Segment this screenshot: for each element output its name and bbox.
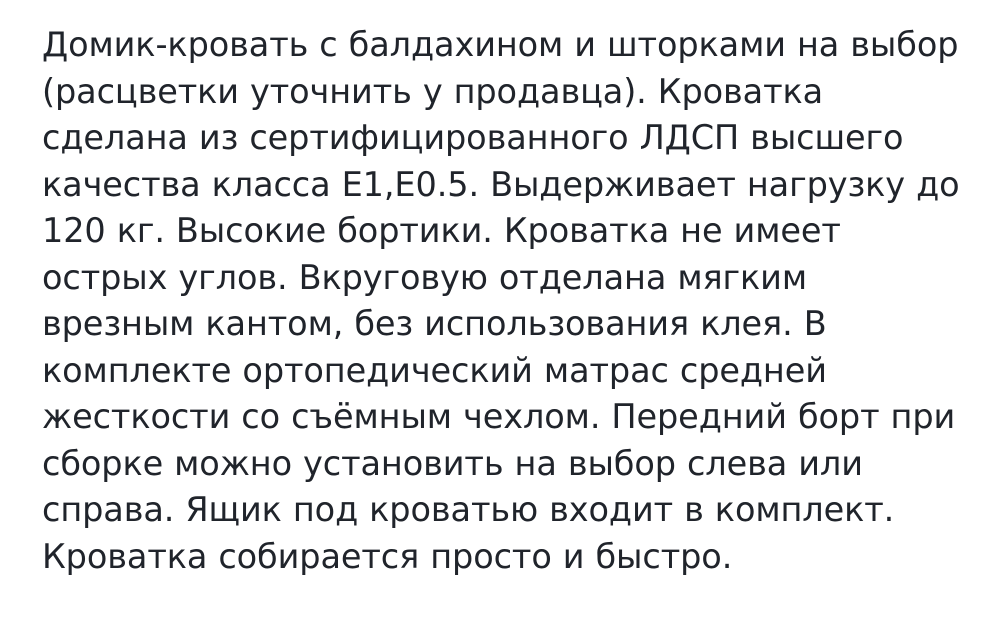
product-description-text: Домик-кровать с балдахином и шторками на выбор (расцветки уточнить у продавца). Кроватка сделана из сертифицированного ЛДСП высшего качества класса Е1,Е0.5. Выдерживает нагрузку до 120 кг. Высокие бортики. Кроватка не имеет острых углов. Вкруговую отделана мягким врезным кантом, без использования клея. В комплекте ортопедический матрас средней жесткости со съёмным чехлом. Передний борт при сборке можно установить на выбор слева или справа. Ящик под кроватью входит в комплект. Кроватка собирается просто и быстро.	[42, 25, 971, 576]
